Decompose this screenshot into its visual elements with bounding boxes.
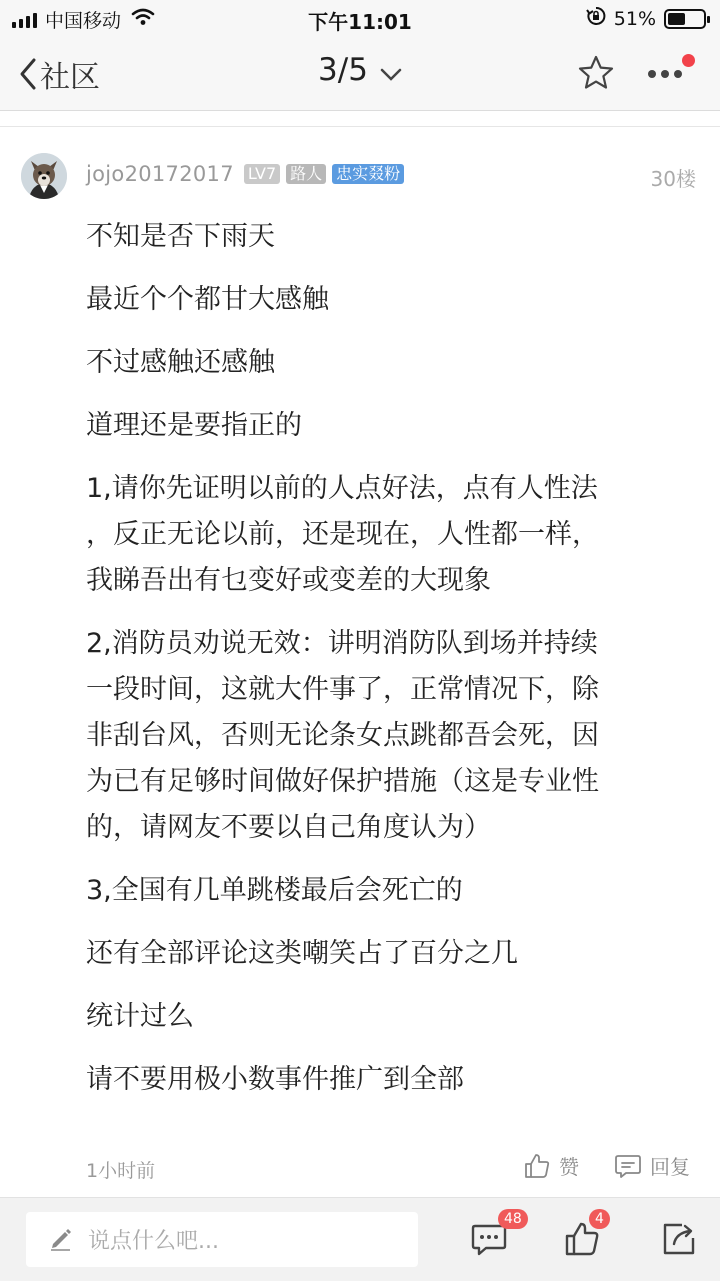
page-indicator: 3/5 [318, 52, 368, 88]
notification-dot [682, 54, 695, 67]
divider [0, 126, 720, 127]
back-label: 社区 [40, 60, 100, 95]
favorite-star-icon[interactable] [577, 54, 615, 96]
clock: 下午11:01 [308, 10, 412, 34]
comment-input-placeholder: 说点什么吧... [88, 1229, 219, 1254]
post-paragraph: 1,请你先证明以前的人点好法，点有人性法 ，反正无论以前，还是现在，人性都一样， 我睇吾出有乜变好或变差的大现象 [86, 473, 599, 596]
battery-icon [664, 9, 706, 29]
post-paragraph: 2,消防员劝说无效：讲明消防队到场并持续 一段时间，这就大件事了，正常情况下，除 非刮台风，否则无论条女点跳都吾会死，因 为已有足够时间做好保护措施（这是专业性 的，请网友不要以自己角度认为） [86, 628, 599, 843]
post-paragraph: 道理还是要指正的 [86, 410, 302, 441]
post-paragraph: 请不要用极小数事件推广到全部 [86, 1064, 464, 1095]
comment-count-badge: 48 [498, 1209, 528, 1229]
post-paragraph: 还有全部评论这类嘲笑占了百分之几 [86, 938, 518, 969]
level-badge: LV7 [244, 164, 280, 184]
post-paragraph: 不过感触还感触 [86, 347, 275, 378]
floor-number: 30楼 [650, 167, 696, 191]
reply-label: 回复 [650, 1155, 690, 1179]
comment-icon [614, 1152, 642, 1180]
user-info [86, 162, 404, 186]
post-paragraph: 统计过么 [86, 1001, 194, 1032]
role-badge: 路人 [286, 164, 326, 184]
nav-bar [0, 36, 720, 111]
post-paragraph: 最近个个都甘大感触 [86, 284, 329, 315]
share-button[interactable] [660, 1220, 698, 1262]
wolf-avatar-icon [21, 153, 67, 199]
like-count-badge: 4 [589, 1209, 610, 1229]
more-options-icon[interactable] [645, 56, 685, 90]
battery-percent: 51% [613, 7, 656, 30]
thumbs-up-icon [523, 1152, 551, 1180]
status-right [586, 6, 706, 31]
like-button[interactable] [523, 1151, 579, 1180]
bottom-bar [0, 1197, 720, 1281]
reply-button[interactable] [614, 1151, 690, 1180]
post-paragraph: 3,全国有几单跳楼最后会死亡的 [86, 875, 463, 906]
post-paragraph: 不知是否下雨天 [86, 221, 275, 252]
chevron-down-icon [380, 54, 402, 90]
share-icon [660, 1220, 698, 1258]
avatar[interactable] [21, 153, 67, 199]
post-time: 1小时前 [86, 1160, 156, 1182]
like-label: 赞 [559, 1155, 579, 1179]
fan-badge: 忠实叕粉 [332, 164, 404, 184]
post-content [86, 214, 676, 1120]
comment-input[interactable] [26, 1212, 418, 1267]
username[interactable]: jojo20172017 [86, 162, 234, 186]
carrier-label: 中国移动 [45, 10, 122, 32]
pencil-icon [48, 1225, 74, 1255]
status-bar [0, 0, 720, 36]
rotation-lock-icon [586, 6, 606, 31]
